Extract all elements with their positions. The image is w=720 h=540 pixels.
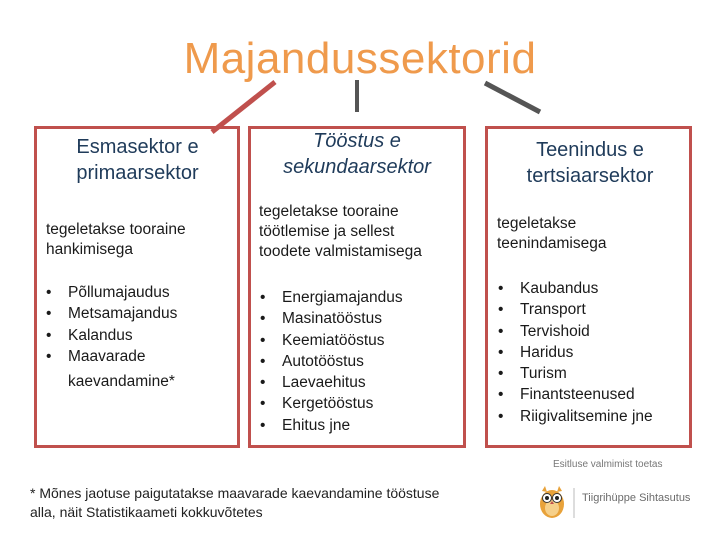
description-line: teenindamisega	[497, 235, 607, 252]
list-primary-sector	[44, 282, 234, 367]
list-tertiary-sector	[496, 278, 701, 427]
heading-line: sekundaarsektor	[283, 156, 431, 178]
list-item: • Põllumajaudus	[44, 282, 234, 303]
connector-left	[212, 82, 275, 132]
heading-line: Esmasektor e	[76, 136, 199, 158]
list-item: • Finantsteenused	[496, 384, 701, 405]
sponsor-note: Esitluse valmimist toetas	[553, 459, 663, 470]
heading-line: Teenindus e	[536, 139, 644, 161]
heading-line: Tööstus e	[313, 130, 401, 152]
list-item: • Tervishoid	[496, 321, 701, 342]
description-line: tegeletakse tooraine	[259, 203, 399, 220]
connector-right	[485, 83, 540, 112]
list-secondary-sector	[258, 287, 463, 436]
list-item: • Laevaehitus	[258, 372, 463, 393]
heading-primary-sector	[40, 134, 235, 186]
list-item: • Metsamajandus	[44, 303, 234, 324]
footnote-line: * Mõnes jaotuse paigutatakse maavarade kaevandamine tööstuse	[30, 485, 440, 501]
list-item: • Masinatööstus	[258, 308, 463, 329]
list-item: • Kergetööstus	[258, 393, 463, 414]
footnote-line: alla, näit Statistikaameti kokkuvõtetes	[30, 504, 263, 520]
list-item-continuation: kaevandamine*	[68, 373, 175, 390]
heading-secondary-sector	[252, 128, 462, 180]
list-item: • Maavarade	[44, 346, 234, 367]
description-secondary-sector	[259, 202, 464, 262]
heading-line: tertsiaarsektor	[526, 165, 654, 187]
list-item: • Turism	[496, 363, 701, 384]
heading-tertiary-sector	[490, 137, 690, 189]
list-item: • Autotööstus	[258, 351, 463, 372]
description-tertiary-sector	[497, 214, 687, 254]
list-item: • Haridus	[496, 342, 701, 363]
description-line: toodete valmistamisega	[259, 243, 422, 260]
sponsor-name: Tiigrihüppe Sihtasutus	[582, 492, 691, 504]
footnote	[30, 484, 510, 522]
list-item: • Keemiatööstus	[258, 330, 463, 351]
list-item: • Riigivalitsemine jne	[496, 406, 701, 427]
list-item: • Energiamajandus	[258, 287, 463, 308]
list-item: • Ehitus jne	[258, 415, 463, 436]
description-line: tegeletakse tooraine	[46, 221, 186, 238]
heading-line: primaarsektor	[76, 162, 199, 184]
list-item: • Kalandus	[44, 325, 234, 346]
description-line: tegeletakse	[497, 215, 577, 232]
description-line: töötlemise ja sellest	[259, 223, 395, 240]
page-title: Majandussektorid	[183, 34, 537, 83]
list-item: • Kaubandus	[496, 278, 701, 299]
list-item: • Transport	[496, 299, 701, 320]
description-primary-sector	[46, 220, 236, 260]
description-line: hankimisega	[46, 241, 134, 258]
